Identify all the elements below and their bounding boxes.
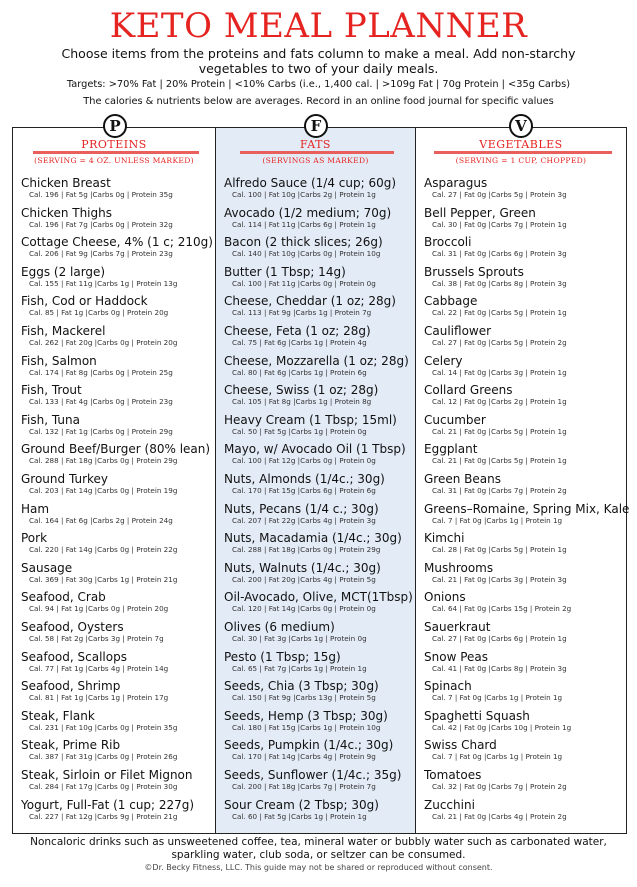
food-nutrition: Cal. 100 | Fat 10g |Carbs 2g | Protein 1g [232,190,376,199]
food-name: Eggs (2 large) [21,264,106,279]
food-nutrition: Cal. 227 | Fat 12g |Carbs 9g | Protein 21g [29,811,178,821]
food-name: Fish, Cod or Haddock [21,294,148,309]
food-nutrition: Cal. 200 | Fat 18g |Carbs 7g | Protein 7g [232,782,376,791]
food-name: Snow Peas [424,649,488,664]
food-nutrition: Cal. 164 | Fat 6g |Carbs 2g | Protein 24g [29,515,173,525]
food-name: Spinach [424,679,472,694]
food-nutrition: Cal. 21 | Fat 0g |Carbs 5g | Protein 1g [432,426,567,436]
food-item [224,768,401,791]
food-item [21,265,177,288]
food-name: Nuts, Pecans (1/4 c.; 30g) [224,501,379,516]
drinks-note: Noncaloric drinks such as unsweetened coffee, tea, mineral water or bubbly water such as carbonated water, sparkling water, club soda, or seltzer can be consumed. [30,836,607,861]
food-item [21,354,173,377]
meal-planner-table [12,117,630,834]
food-nutrition: Cal. 7 | Fat 0g |Carbs 1g | Protein 1g [432,515,563,525]
food-item [21,679,168,702]
food-name: Spaghetti Squash [424,708,530,723]
food-name: Onions [424,590,466,605]
food-nutrition: Cal. 27 | Fat 0g |Carbs 5g | Protein 2g [432,338,567,347]
food-nutrition: Cal. 174 | Fat 8g |Carbs 0g | Protein 25g [29,367,173,377]
fats-heading-rule [240,151,394,154]
food-item [224,650,367,673]
food-item [224,709,388,732]
food-nutrition: Cal. 207 | Fat 22g |Carbs 4g | Protein 3g [232,515,376,525]
food-name: Bell Pepper, Green [424,205,536,220]
food-nutrition: Cal. 30 | Fat 3g |Carbs 1g | Protein 0g [232,634,367,643]
food-item [21,709,177,732]
food-name: Alfredo Sauce (1/4 cup; 60g) [224,176,397,190]
food-nutrition: Cal. 28 | Fat 0g |Carbs 5g | Protein 1g [432,545,567,555]
food-nutrition: Cal. 12 | Fat 0g |Carbs 2g | Protein 1g [432,397,567,407]
food-nutrition: Cal. 155 | Fat 11g |Carbs 1g | Protein 13g [29,278,178,288]
food-item [424,561,567,584]
food-name: Sour Cream (2 Tbsp; 30g) [224,797,379,812]
food-nutrition: Cal. 369 | Fat 30g |Carbs 1g | Protein 21g [29,574,178,584]
food-name: Kimchi [424,531,465,546]
food-nutrition: Cal. 140 | Fat 10g |Carbs 0g | Protein 10g [232,249,381,259]
food-item [224,176,396,199]
food-item [424,798,567,821]
averages-note: The calories & nutrients below are averages. Record in an online food journal for specific values [83,96,554,107]
food-nutrition: Cal. 32 | Fat 0g |Carbs 7g | Protein 2g [432,782,567,791]
food-item [224,383,378,406]
food-item [224,472,385,495]
food-nutrition: Cal. 42 | Fat 0g |Carbs 10g | Protein 1g [432,722,572,732]
food-nutrition: Cal. 30 | Fat 0g |Carbs 7g | Protein 1g [432,219,567,229]
food-nutrition: Cal. 180 | Fat 15g |Carbs 1g | Protein 10g [232,722,381,732]
food-item [21,650,168,673]
food-nutrition: Cal. 262 | Fat 20g |Carbs 0g | Protein 20g [29,338,178,347]
food-name: Fish, Salmon [21,353,97,368]
food-nutrition: Cal. 14 | Fat 0g |Carbs 3g | Protein 1g [432,367,567,377]
food-nutrition: Cal. 100 | Fat 12g |Carbs 0g | Protein 0g [232,456,376,466]
food-item [224,442,406,465]
food-nutrition: Cal. 220 | Fat 14g |Carbs 0g | Protein 22g [29,545,178,555]
food-nutrition: Cal. 133 | Fat 4g |Carbs 0g | Protein 23g [29,397,173,407]
food-item [21,561,177,584]
food-name: Seeds, Pumpkin (1/4c.; 30g) [224,738,394,753]
food-item [224,798,379,821]
food-item [224,413,397,436]
food-nutrition: Cal. 94 | Fat 1g |Carbs 0g | Protein 20g [29,604,169,614]
intro-text: Choose items from the proteins and fats column to make a meal. Add non-starchy vegetables to two of your daily meals. [61,46,576,76]
food-name: Chicken Breast [21,176,111,190]
food-nutrition: Cal. 58 | Fat 2g |Carbs 3g | Protein 7g [29,634,164,643]
food-name: Ground Beef/Burger (80% lean) [21,442,211,457]
food-name: Seafood, Oysters [21,620,124,634]
food-nutrition: Cal. 288 | Fat 18g |Carbs 0g | Protein 29g [29,456,178,466]
food-item [424,768,567,791]
food-name: Brussels Sprouts [424,264,524,279]
food-nutrition: Cal. 288 | Fat 18g |Carbs 0g | Protein 29g [232,545,381,555]
food-item [224,502,379,525]
food-name: Ham [21,501,50,516]
food-name: Cucumber [424,412,486,427]
food-name: Cheese, Cheddar (1 oz; 28g) [224,294,396,309]
food-item [224,324,371,347]
food-item [21,768,193,791]
food-item [21,294,168,317]
food-item [224,738,393,761]
food-name: Seafood, Shrimp [21,679,121,694]
food-item [21,206,173,229]
food-name: Tomatoes [424,768,482,782]
food-nutrition: Cal. 170 | Fat 15g |Carbs 6g | Protein 6g [232,486,376,495]
food-name: Pesto (1 Tbsp; 15g) [224,649,341,664]
food-item [21,472,177,495]
food-item [224,294,396,317]
food-name: Seafood, Scallops [21,649,127,664]
food-name: Nuts, Macadamia (1/4c.; 30g) [224,531,402,546]
food-name: Green Beans [424,472,501,486]
food-nutrition: Cal. 105 | Fat 8g |Carbs 1g | Protein 8g [232,397,372,407]
food-nutrition: Cal. 114 | Fat 11g |Carbs 6g | Protein 1g [232,219,376,229]
food-name: Ground Turkey [21,472,109,486]
food-item [224,206,391,229]
food-nutrition: Cal. 65 | Fat 7g |Carbs 1g | Protein 1g [232,663,367,673]
food-item [224,561,381,584]
proteins-heading: PROTEINS [81,138,147,151]
food-nutrition: Cal. 27 | Fat 0g |Carbs 5g | Protein 3g [432,190,567,199]
food-name: Heavy Cream (1 Tbsp; 15ml) [224,412,397,427]
food-item [21,235,213,258]
food-item [424,620,567,643]
food-item [424,738,562,761]
food-item [424,294,567,317]
copyright-note: ©Dr. Becky Fitness, LLC. This guide may not be shared or reproduced without consent. [144,863,493,872]
food-nutrition: Cal. 41 | Fat 0g |Carbs 8g | Protein 3g [432,663,567,673]
food-nutrition: Cal. 64 | Fat 0g |Carbs 15g | Protein 2g [432,604,572,614]
food-name: Broccoli [424,235,472,250]
food-name: Olives (6 medium) [224,620,335,634]
food-nutrition: Cal. 75 | Fat 6g |Carbs 1g | Protein 4g [232,338,367,347]
food-item [21,324,177,347]
proteins-heading-rule [33,151,199,154]
food-nutrition: Cal. 80 | Fat 6g |Carbs 1g | Protein 6g [232,367,367,377]
fats-badge: F [304,114,328,138]
food-name: Swiss Chard [424,738,497,753]
food-name: Avocado (1/2 medium; 70g) [224,205,392,220]
vegetables-column [416,117,630,833]
food-item [21,413,173,436]
food-item [424,176,567,199]
food-name: Zucchini [424,797,475,812]
food-item [424,531,567,554]
food-name: Fish, Tuna [21,412,80,427]
vegetables-heading-rule [434,151,612,154]
food-nutrition: Cal. 22 | Fat 0g |Carbs 5g | Protein 1g [432,308,567,318]
food-nutrition: Cal. 150 | Fat 9g |Carbs 13g | Protein 5g [232,693,376,703]
food-name: Steak, Flank [21,708,95,723]
food-item [21,383,173,406]
food-item [21,590,168,613]
proteins-badge: P [103,114,127,138]
food-name: Mayo, w/ Avocado Oil (1 Tbsp) [224,442,406,457]
food-name: Nuts, Walnuts (1/4c.; 30g) [224,560,381,575]
food-name: Eggplant [424,442,478,457]
food-nutrition: Cal. 50 | Fat 5g |Carbs 1g | Protein 0g [232,426,367,436]
food-nutrition: Cal. 31 | Fat 0g |Carbs 7g | Protein 2g [432,486,567,495]
vegetables-badge: V [509,114,533,138]
food-item [424,442,567,465]
food-nutrition: Cal. 387 | Fat 31g |Carbs 0g | Protein 26g [29,752,178,762]
food-nutrition: Cal. 21 | Fat 0g |Carbs 4g | Protein 2g [432,811,567,821]
food-item [424,650,567,673]
food-nutrition: Cal. 120 | Fat 14g |Carbs 0g | Protein 0g [232,604,376,614]
fats-heading: FATS [300,138,331,151]
food-name: Bacon (2 thick slices; 26g) [224,235,383,250]
food-nutrition: Cal. 31 | Fat 0g |Carbs 6g | Protein 3g [432,249,567,259]
food-name: Oil-Avocado, Olive, MCT(1Tbsp) [224,590,413,605]
food-name: Steak, Prime Rib [21,738,121,753]
food-name: Cauliflower [424,324,492,338]
food-name: Butter (1 Tbsp; 14g) [224,264,346,279]
food-name: Cabbage [424,294,478,309]
food-item [224,235,383,258]
food-name: Seeds, Hemp (3 Tbsp; 30g) [224,708,388,723]
food-item [424,590,571,613]
food-nutrition: Cal. 231 | Fat 10g |Carbs 0g | Protein 35g [29,722,178,732]
food-name: Steak, Sirloin or Filet Mignon [21,768,193,782]
food-name: Greens–Romaine, Spring Mix, Kale [424,501,630,516]
food-name: Seafood, Crab [21,590,106,605]
fats-column [216,117,416,833]
food-item [21,798,194,821]
vegetables-heading: VEGETABLES [479,138,563,151]
food-nutrition: Cal. 196 | Fat 7g |Carbs 0g | Protein 32g [29,219,173,229]
page-title: KETO MEAL PLANNER [109,6,528,46]
targets-text: Targets: >70% Fat | 20% Protein | <10% Carbs (i.e., 1,400 cal. | >109g Fat | 70g Protein | <35g Carbs) [66,79,571,90]
food-nutrition: Cal. 170 | Fat 14g |Carbs 4g | Protein 9g [232,752,376,762]
food-item [224,590,413,613]
food-nutrition: Cal. 81 | Fat 1g |Carbs 1g | Protein 17g [29,693,169,703]
food-item [224,679,379,702]
food-item [21,442,210,465]
food-item [424,324,567,347]
food-nutrition: Cal. 113 | Fat 9g |Carbs 1g | Protein 7g [232,308,372,318]
food-nutrition: Cal. 200 | Fat 20g |Carbs 4g | Protein 5g [232,574,376,584]
food-name: Seeds, Chia (3 Tbsp; 30g) [224,679,379,694]
food-item [424,413,567,436]
proteins-subheading: (SERVING = 4 OZ. UNLESS MARKED) [34,156,194,165]
food-item [224,265,376,288]
food-item [224,620,367,643]
food-name: Sausage [21,560,73,575]
food-name: Celery [424,353,463,368]
food-item [424,472,567,495]
food-item [424,502,629,525]
food-name: Chicken Thighs [21,205,112,220]
food-nutrition: Cal. 27 | Fat 0g |Carbs 6g | Protein 1g [432,634,567,643]
food-name: Seeds, Sunflower (1/4c.; 35g) [224,768,402,782]
food-nutrition: Cal. 132 | Fat 1g |Carbs 0g | Protein 29g [29,426,173,436]
food-nutrition: Cal. 60 | Fat 5g |Carbs 1g | Protein 1g [232,811,367,821]
fats-subheading: (SERVINGS AS MARKED) [262,156,369,165]
food-item [21,738,177,761]
food-name: Asparagus [424,176,488,190]
food-item [424,383,567,406]
food-item [224,531,402,554]
food-name: Cheese, Mozzarella (1 oz; 28g) [224,353,409,368]
food-item [21,502,173,525]
food-name: Fish, Trout [21,383,82,398]
food-name: Yogurt, Full-Fat (1 cup; 227g) [21,797,195,812]
food-item [224,354,409,377]
food-nutrition: Cal. 206 | Fat 9g |Carbs 7g | Protein 23g [29,249,173,259]
food-nutrition: Cal. 77 | Fat 1g |Carbs 4g | Protein 14g [29,663,169,673]
food-item [424,206,567,229]
food-nutrition: Cal. 196 | Fat 5g |Carbs 0g | Protein 35g [29,190,173,199]
proteins-column [13,117,216,833]
food-nutrition: Cal. 85 | Fat 1g |Carbs 0g | Protein 20g [29,308,169,318]
food-name: Cheese, Feta (1 oz; 28g) [224,324,371,338]
food-nutrition: Cal. 21 | Fat 0g |Carbs 3g | Protein 3g [432,574,567,584]
food-nutrition: Cal. 38 | Fat 0g |Carbs 8g | Protein 3g [432,278,567,288]
food-item [21,531,177,554]
food-item [424,265,567,288]
food-name: Fish, Mackerel [21,324,106,338]
vegetables-subheading: (SERVING = 1 CUP, CHOPPED) [455,156,587,165]
food-name: Collard Greens [424,383,513,398]
food-nutrition: Cal. 100 | Fat 11g |Carbs 0g | Protein 0g [232,278,376,288]
food-item [424,679,562,702]
food-nutrition: Cal. 284 | Fat 17g |Carbs 0g | Protein 30g [29,782,178,791]
food-name: Cottage Cheese, 4% (1 c; 210g) [21,235,213,250]
food-name: Mushrooms [424,560,494,575]
food-item [424,709,571,732]
food-nutrition: Cal. 203 | Fat 14g |Carbs 0g | Protein 19g [29,486,178,495]
food-nutrition: Cal. 7 | Fat 0g |Carbs 1g | Protein 1g [432,693,563,703]
food-name: Pork [21,531,48,546]
food-item [21,176,173,199]
food-nutrition: Cal. 7 | Fat 0g |Carbs 1g | Protein 1g [432,752,563,762]
food-item [424,235,567,258]
food-name: Sauerkraut [424,620,491,634]
food-name: Cheese, Swiss (1 oz; 28g) [224,383,379,398]
food-item [424,354,567,377]
food-nutrition: Cal. 21 | Fat 0g |Carbs 5g | Protein 1g [432,456,567,466]
food-name: Nuts, Almonds (1/4c.; 30g) [224,472,385,486]
food-item [21,620,164,643]
